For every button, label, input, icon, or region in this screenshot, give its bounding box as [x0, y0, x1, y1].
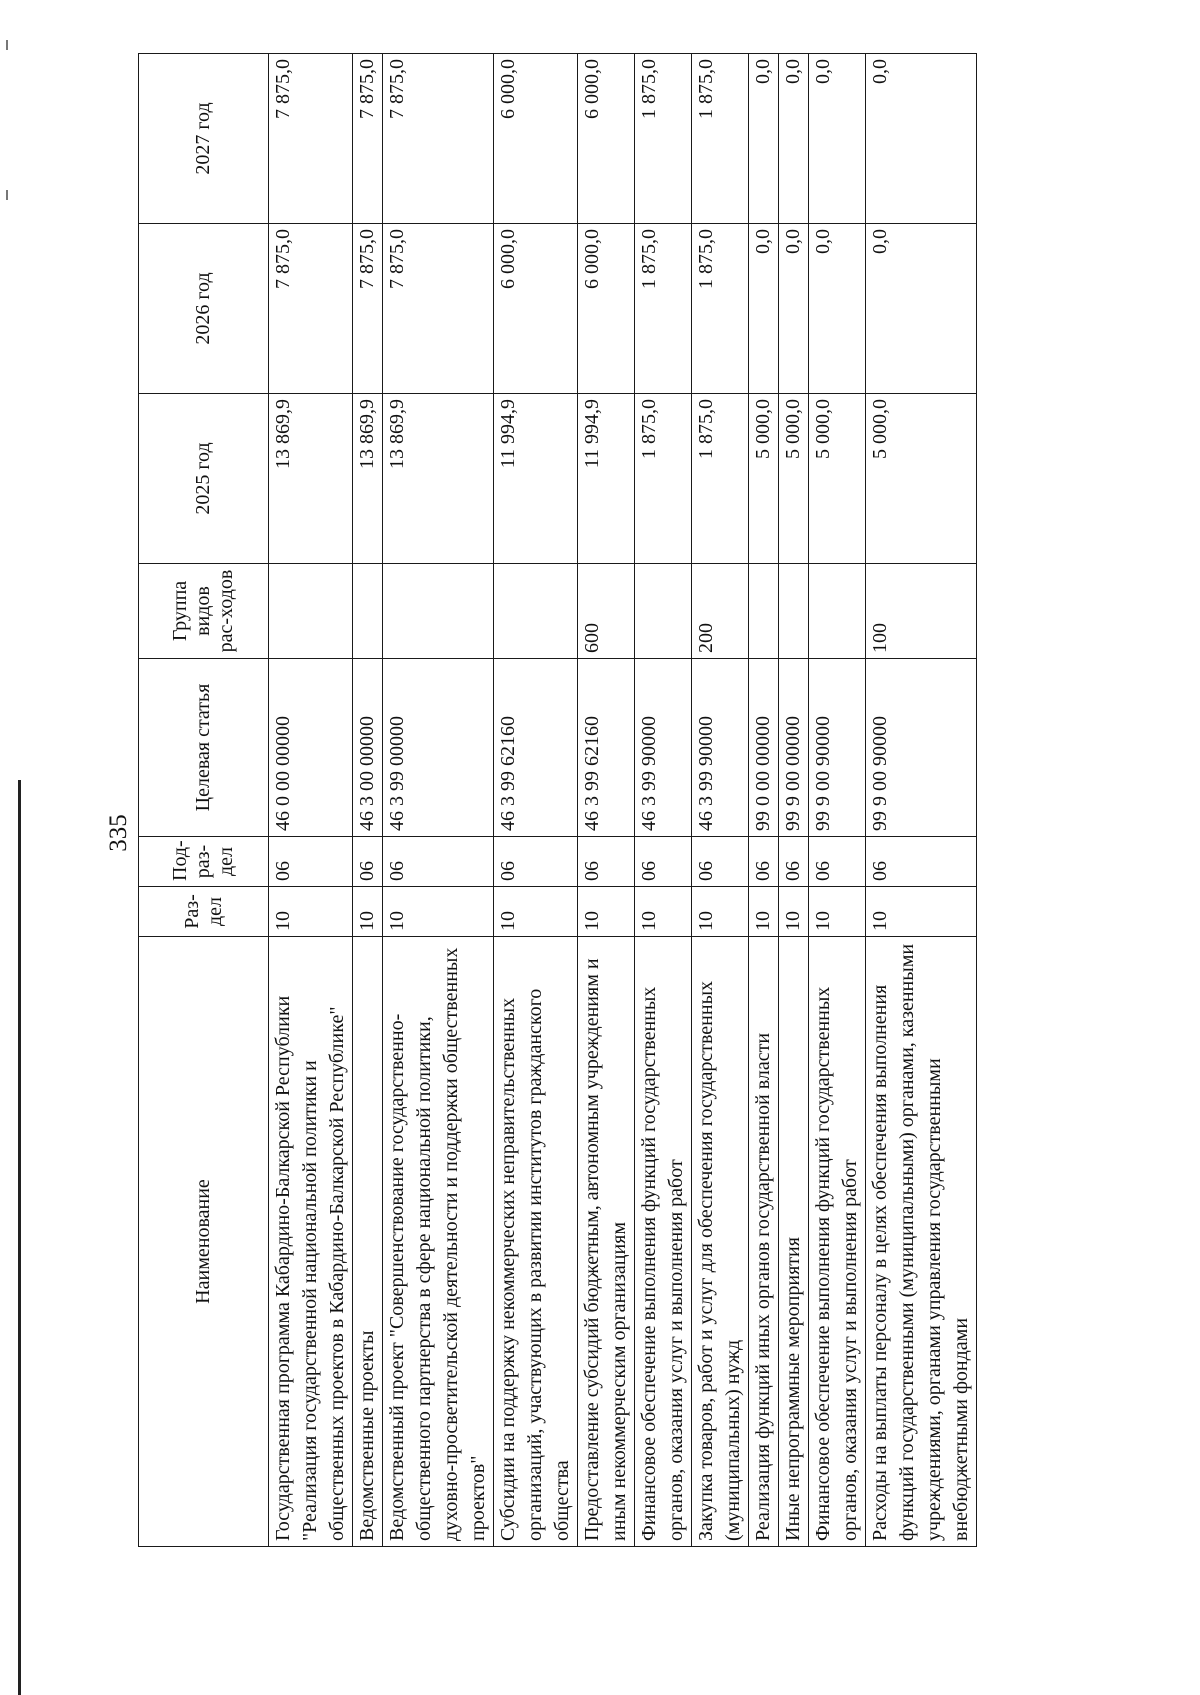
scan-mark	[6, 40, 8, 50]
row-section: 10	[269, 887, 353, 937]
row-2027: 7 875,0	[383, 54, 494, 224]
row-2025: 5 000,0	[749, 394, 779, 564]
row-target: 99 0 00 00000	[749, 659, 779, 837]
row-section: 10	[692, 887, 749, 937]
header-subsection: Под-раз-дел	[139, 837, 269, 887]
header-2027: 2027 год	[139, 54, 269, 224]
row-target: 46 3 99 62160	[494, 659, 578, 837]
row-target: 46 0 00 00000	[269, 659, 353, 837]
header-expense-group: Группа видов рас-ходов	[139, 564, 269, 659]
row-2025: 11 994,9	[578, 394, 635, 564]
table-row	[779, 54, 809, 1547]
rotated-table-frame	[138, 54, 1200, 1547]
row-subsection: 06	[779, 837, 809, 887]
row-name: Финансовое обеспечение выполнения функций государственных органов, оказания услуг и выполнения работ	[809, 937, 866, 1547]
row-group: 600	[578, 564, 635, 659]
row-group	[779, 564, 809, 659]
row-2025: 5 000,0	[866, 394, 977, 564]
row-target: 46 3 99 90000	[692, 659, 749, 837]
row-section: 10	[809, 887, 866, 937]
row-2026: 0,0	[866, 224, 977, 394]
row-group	[353, 564, 383, 659]
row-2025: 1 875,0	[635, 394, 692, 564]
row-2025: 5 000,0	[809, 394, 866, 564]
row-2027: 6 000,0	[494, 54, 578, 224]
row-2025: 13 869,9	[353, 394, 383, 564]
table-row	[635, 54, 692, 1547]
table-row	[749, 54, 779, 1547]
row-target: 46 3 00 00000	[353, 659, 383, 837]
header-2025: 2025 год	[139, 394, 269, 564]
row-subsection: 06	[635, 837, 692, 887]
row-name: Иные непрограммные мероприятия	[779, 937, 809, 1547]
row-2026: 0,0	[749, 224, 779, 394]
row-group: 200	[692, 564, 749, 659]
row-name: Финансовое обеспечение выполнения функций государственных органов, оказания услуг и выполнения работ	[635, 937, 692, 1547]
row-section: 10	[866, 887, 977, 937]
table-row	[494, 54, 578, 1547]
row-2027: 1 875,0	[635, 54, 692, 224]
table-row	[866, 54, 977, 1547]
table-row	[269, 54, 353, 1547]
row-name: Закупка товаров, работ и услуг для обеспечения государственных (муниципальных) нужд	[692, 937, 749, 1547]
row-target: 99 9 00 90000	[809, 659, 866, 837]
row-group	[635, 564, 692, 659]
row-2027: 7 875,0	[353, 54, 383, 224]
scan-edge-line	[18, 780, 21, 1695]
row-subsection: 06	[866, 837, 977, 887]
row-2025: 13 869,9	[269, 394, 353, 564]
row-section: 10	[635, 887, 692, 937]
row-section: 10	[383, 887, 494, 937]
row-target: 99 9 00 00000	[779, 659, 809, 837]
row-section: 10	[749, 887, 779, 937]
row-2025: 13 869,9	[383, 394, 494, 564]
row-name: Предоставление субсидий бюджетным, автономным учреждениям и иным некоммерческим организациям	[578, 937, 635, 1547]
row-name: Ведомственные проекты	[353, 937, 383, 1547]
row-target: 46 3 99 90000	[635, 659, 692, 837]
row-name: Ведомственный проект "Совершенствование государственно-общественного партнерства в сфере национальной политики, духовно-просветительской деятельности и поддержки общественных проектов"	[383, 937, 494, 1547]
row-subsection: 06	[692, 837, 749, 887]
row-name: Реализация функций иных органов государственной власти	[749, 937, 779, 1547]
table-row	[578, 54, 635, 1547]
row-subsection: 06	[383, 837, 494, 887]
row-2025: 11 994,9	[494, 394, 578, 564]
table-row	[353, 54, 383, 1547]
row-section: 10	[578, 887, 635, 937]
row-subsection: 06	[749, 837, 779, 887]
row-subsection: 06	[494, 837, 578, 887]
row-name: Государственная программа Кабардино-Балкарской Республики "Реализация государственной национальной политики и общественных проектов в Кабардино-Балкарской Республике"	[269, 937, 353, 1547]
row-target: 46 3 99 00000	[383, 659, 494, 837]
table-header-row	[139, 54, 269, 1547]
row-2026: 6 000,0	[578, 224, 635, 394]
row-2026: 7 875,0	[353, 224, 383, 394]
row-2027: 0,0	[866, 54, 977, 224]
row-name: Расходы на выплаты персоналу в целях обеспечения выполнения функций государственными (муниципальными) органами, казенными учреждениями, органами управления государственными внебюджетными фондами	[866, 937, 977, 1547]
row-group	[749, 564, 779, 659]
row-group	[269, 564, 353, 659]
table-row	[692, 54, 749, 1547]
header-section: Раз-дел	[139, 887, 269, 937]
row-section: 10	[779, 887, 809, 937]
row-section: 10	[494, 887, 578, 937]
row-2027: 0,0	[749, 54, 779, 224]
row-name: Субсидии на поддержку некоммерческих неправительственных организаций, участвующих в развитии институтов гражданского общества	[494, 937, 578, 1547]
table-row	[383, 54, 494, 1547]
row-2026: 7 875,0	[383, 224, 494, 394]
row-target: 46 3 99 62160	[578, 659, 635, 837]
row-2027: 7 875,0	[269, 54, 353, 224]
row-2026: 1 875,0	[635, 224, 692, 394]
row-2025: 1 875,0	[692, 394, 749, 564]
row-2026: 6 000,0	[494, 224, 578, 394]
row-2027: 0,0	[809, 54, 866, 224]
row-group	[809, 564, 866, 659]
row-2027: 0,0	[779, 54, 809, 224]
budget-table	[138, 53, 977, 1547]
row-subsection: 06	[269, 837, 353, 887]
row-subsection: 06	[578, 837, 635, 887]
row-2027: 1 875,0	[692, 54, 749, 224]
table-row	[809, 54, 866, 1547]
rotated-table-wrapper	[138, 54, 1200, 1547]
header-name: Наименование	[139, 937, 269, 1547]
row-section: 10	[353, 887, 383, 937]
header-target-article: Целевая статья	[139, 659, 269, 837]
row-2027: 6 000,0	[578, 54, 635, 224]
header-2026: 2026 год	[139, 224, 269, 394]
page-number: 335	[105, 814, 132, 852]
row-2026: 0,0	[809, 224, 866, 394]
row-target: 99 9 00 90000	[866, 659, 977, 837]
row-2025: 5 000,0	[779, 394, 809, 564]
row-group	[494, 564, 578, 659]
row-subsection: 06	[809, 837, 866, 887]
row-subsection: 06	[353, 837, 383, 887]
row-2026: 1 875,0	[692, 224, 749, 394]
row-2026: 7 875,0	[269, 224, 353, 394]
row-group: 100	[866, 564, 977, 659]
row-group	[383, 564, 494, 659]
row-2026: 0,0	[779, 224, 809, 394]
scan-mark	[6, 190, 8, 200]
